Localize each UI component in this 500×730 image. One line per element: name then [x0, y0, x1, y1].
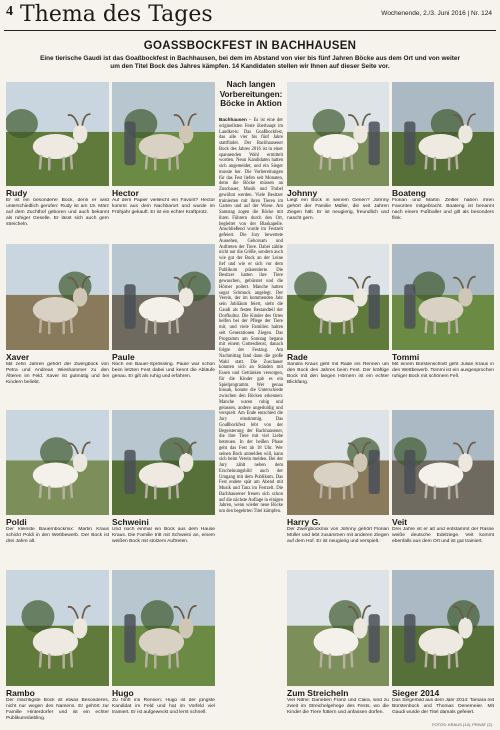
goat-caption: Zu fünft ins Rennen: Hugo ist der jüngste Kandidat im Feld und hat im Vorfeld viel trainiert. Er ist aufgeweckt und lernt schnell.	[112, 698, 215, 715]
goat-photo	[112, 410, 215, 515]
goat-caption: Er ist ein besonderer Bock, denn er wird unterschiedlich gerufen: Rudy ist am 19. März auf dem Zuchthof geboren und auch bekannt als ruhiger Geselle. Er lässt sich auch gern streicheln.	[6, 198, 109, 227]
dateline: Wochenende, 2./3. Juni 2016 | Nr. 124	[381, 10, 492, 17]
goat-name: Sieger 2014	[392, 688, 440, 698]
goat-caption: Der kleinste Bauernbockmix: Martin Kraus schickt Poldi in den Wettbewerb. Der Bock ist drei Jahre alt.	[6, 527, 109, 544]
section-title: Thema des Tages	[20, 2, 213, 27]
goat-photo	[112, 244, 215, 350]
middle-article-text: – Es ist eine der originellsten Feste überhaupt im Landkreis: Das Goaßbockfest, das alle vier bis fünf Jahre stattfindet. Der Bachhausener Bock des Jahres 2016 ist in einer spannenden Wahl ermittelt worden. Neun Kandidaten hatten sich angemeldet, und ein Sieger musste her. Die Vorbereitungen für das Fest liefen seit Monaten, denn die Böcke müssen an Zuschauer, Musik und Trubel gewöhnt werden. Viele Besitzer trainierten mit ihren Tieren im Garten und auf der Wiese. Am Samstag zogen die Böcke mit ihren Führern durch den Ort, begleitet von der Blaskapelle. Anschließend wurde im Festzelt gefeiert. Die Jury bewertete Aussehen, Gehorsam und Auftreten der Tiere. Dabei zählte nicht nur die Größe, sondern auch wie gut der Bock an der Leine lief und wie er sich vor dem Publikum präsentierte. Die Besitzer hatten ihre Tiere gewaschen, gebürstet und die Hörner poliert. Manche hatten sogar Schmuck angelegt. Der Verein, der im kommenden Jahr sein Jubiläum feiert, sieht die Gaudi als festen Bestandteil der Dorfkultur. Die Kinder des Ortes helfen bei der Pflege der Tiere mit, und viele Familien halten seit Generationen Ziegen. Das Programm am Sonntag begann mit einem Gottesdienst, danach folgte der Festzug. Am Nachmittag fand dann die große Wahl statt. Die Zuschauer konnten sich an Ständen mit Essen und Getränken versorgen, für die Kinder gab es ein Spielprogramm. Wer genau hinsah, konnte die Unterschiede zwischen den Böcken erkennen: Manche waren ruhig und gelassen, andere ungeduldig und verspielt. Am Ende entschied die Jury einstimmig. Das Goaßbockfest lebt von der Begeisterung der Bachhausener, die ihre Tiere mit viel Liebe betreuen. In der heißen Phase geht das Fest ab 18 Uhr. Wer seinen Bock anmelden will, kann sich beim Verein melden. Bei der Jury zählt neben dem Erscheinungsbild auch der Umgang mit dem Publikum. Das Fest endete spät am Abend mit Musik und Tanz im Festzelt. Die Bachhausener freuen sich schon auf die nächste Auflage in einigen Jahren, wenn wieder neue Böcke um den begehrten Titel kämpfen.	[219, 118, 283, 514]
goat-name: Xaver	[6, 352, 30, 362]
goat-name: Veit	[392, 517, 408, 527]
middle-article-title: Nach langen Vorbereitungen: Böcke in Aktion	[219, 80, 283, 108]
goat-caption: Mit zehn Jahren gehört der Zwergbock von Petra und Andreas Wieshammer zu den Älteren im Feld. Xaver ist gutmütig und bei Kindern beliebt.	[6, 362, 109, 385]
goat-name: Boateng	[392, 188, 426, 198]
goat-photo	[392, 82, 494, 186]
goat-photo	[6, 82, 109, 186]
goat-caption: Auf dem Papier vielleicht ein Favorit? Hector kommt aus dem Nachbarort und wurde im Frühjahr gekauft. Er ist ein echter Kraftprotz.	[112, 198, 215, 215]
goat-caption: Der mächtigste Bock ist etwas Besonderes, nicht nur wegen des Namens. Er gehört zur Familie Hinterdorfer und ist ein echter Publikumsliebling.	[6, 698, 109, 721]
goat-name: Hector	[112, 188, 139, 198]
goat-name: Schweini	[112, 517, 149, 527]
goat-photo	[6, 244, 109, 350]
goat-caption: Noch ein Bauer-Sprössling. Paule war schon beim letzten Fest dabei und kennt die Abläufe genau. Er gilt als ruhig und erfahren.	[112, 362, 215, 379]
page-number: 4	[6, 4, 13, 19]
goat-photo	[287, 82, 389, 186]
goat-photo	[287, 570, 389, 686]
goat-photo	[112, 82, 215, 186]
photo-credit: FOTOS: KRAUS (14), PRIVAT (2)	[432, 722, 492, 727]
goat-photo	[112, 570, 215, 686]
goat-caption: Drei Jahre ist er alt und entstammt der Rasse weiße deutsche Edelziege. Veit kommt ebenfalls aus dem Ort und ist gut trainiert.	[392, 527, 494, 544]
goat-caption: Das Siegerbild aus dem Jahr 2014: Tamara mit Bürstenbock und Thomas Denemeier. Mit Gaudi wurde der Titel damals gefeiert.	[392, 698, 494, 715]
lede: Eine tierische Gaudi ist das Goaßbockfest in Bachhausen, bei dem im Abstand von vier bis fünf Jahren Böcke aus dem Ort und von weiter um den Titel Bock des Jahres kämpfen. 14 Kandidaten stellen wir Ihnen auf dieser Seite vor.	[40, 55, 460, 70]
goat-photo	[392, 244, 494, 350]
goat-photo	[392, 570, 494, 686]
goat-name: Poldi	[6, 517, 27, 527]
headline: GOASSBOCKFEST IN BACHHAUSEN	[143, 40, 357, 52]
goat-name: Rade	[287, 352, 308, 362]
goat-caption: Sandra Kraus geht mit Rade ins Rennen um den Bock des Jahres beim Fest. Der kräftige Bock mit den langen Hörnern ist ein echter Blickfang.	[287, 362, 389, 385]
goat-photo	[6, 570, 109, 686]
goat-caption: Liegt ein Bock in seinem Genen? Johnny gehört der Familie Müller, die seit Jahren Ziegen hält. Er ist neugierig, freundlich und nascht gern.	[287, 198, 389, 221]
goat-caption: Florian und Martin Zeitler haben ihren Favoriten mitgebracht. Boateng ist benannt nach einem Fußballer und gilt als besonders flink.	[392, 198, 494, 221]
goat-name: Tommi	[392, 352, 420, 362]
goat-name: Hugo	[112, 688, 134, 698]
goat-caption: Und noch einmal ein Bock aus dem Hause Kraus. Die Familie tritt mit Schweini an, einem weißen Bock mit stolzem Auftreten.	[112, 527, 215, 544]
goat-name: Rambo	[6, 688, 35, 698]
goat-name: Johnny	[287, 188, 318, 198]
goat-photo	[287, 410, 389, 515]
middle-article-body	[219, 117, 283, 725]
goat-caption: Viel Nähe: Daneben Franz und Clara, sind zu zweit im Streichelgehege des Fests, wo die Kinder die Tiere füttern und anfassen dürfen.	[287, 698, 389, 715]
goat-photo	[392, 410, 494, 515]
goat-name: Harry G.	[287, 517, 321, 527]
goat-caption: Mit einem Bürstenschnitt geht Julian Kraus in den Wettbewerb. Tommi ist ein ausgesprochen ruhiger Bock mit schönem Fell.	[392, 362, 494, 379]
goat-name: Paule	[112, 352, 135, 362]
goat-name: Zum Streicheln	[287, 688, 349, 698]
goat-photo	[6, 410, 109, 515]
dateline-place: Bachhausen	[219, 117, 247, 122]
header-rule	[4, 30, 496, 31]
goat-name: Rudy	[6, 188, 28, 198]
goat-caption: Der Zwergbockmix von Johnny gehört Florian Müller und lebt zusammen mit anderen Ziegen auf dem Hof. Er ist neugierig und verspielt.	[287, 527, 389, 544]
goat-photo	[287, 244, 389, 350]
